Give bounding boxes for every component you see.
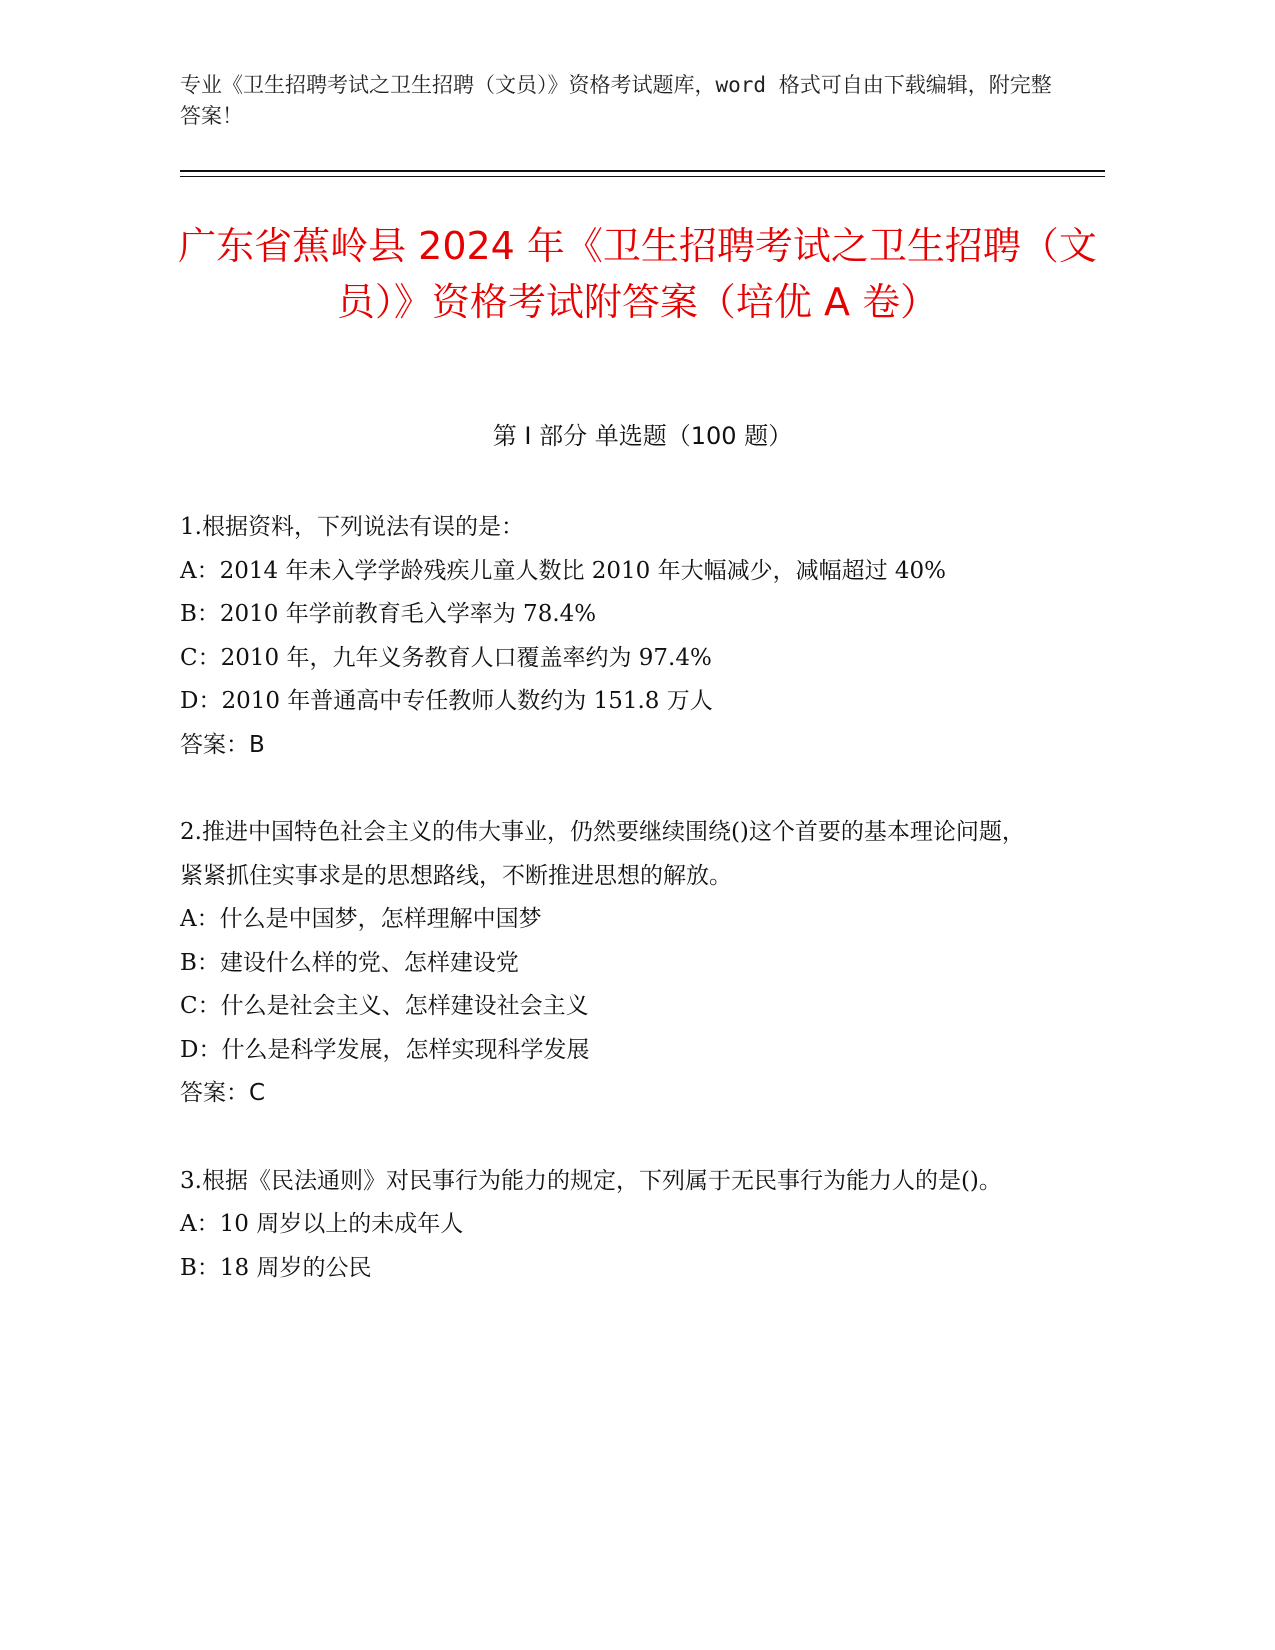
document-title: 广东省蕉岭县 2024 年《卫生招聘考试之卫生招聘（文员）》资格考试附答案（培优 A 卷）	[178, 224, 1097, 324]
section-title: 第 I 部分 单选题（100 题）	[492, 422, 793, 450]
question-2	[180, 811, 1025, 1116]
option-b: B：建设什么样的党、怎样建设党	[180, 949, 519, 976]
option-c: C：2010 年，九年义务教育人口覆盖率约为 97.4%	[180, 644, 712, 671]
option-d: D：2010 年普通高中专任教师人数约为 151.8 万人	[180, 688, 713, 714]
header-divider-thick	[180, 170, 1105, 172]
question-stem: 3.根据《民法通则》对民事行为能力的规定，下列属于无民事行为能力人的是()。	[180, 1167, 1002, 1194]
question-list	[180, 506, 1025, 1334]
option-b: B：2010 年学前教育毛入学率为 78.4%	[180, 601, 597, 627]
question-stem: 1.根据资料，下列说法有误的是：	[180, 514, 524, 540]
answer-line: 答案：C	[180, 1080, 266, 1106]
question-1	[180, 506, 1025, 767]
option-b: B：18 周岁的公民	[180, 1254, 372, 1281]
header-note: 专业《卫生招聘考试之卫生招聘（文员）》资格考试题库，word 格式可自由下载编辑，附完整答案！	[180, 73, 1052, 128]
option-a: A：什么是中国梦，怎样理解中国梦	[180, 906, 542, 932]
option-c: C：什么是社会主义、怎样建设社会主义	[180, 993, 589, 1019]
question-stem: 2.推进中国特色社会主义的伟大事业，仍然要继续围绕()这个首要的基本理论问题，紧紧抓住实事求是的思想路线，不断推进思想的解放。	[180, 819, 1025, 889]
option-d: D：什么是科学发展，怎样实现科学发展	[180, 1036, 590, 1063]
option-a: A：10 周岁以上的未成年人	[180, 1211, 464, 1237]
option-a: A：2014 年未入学学龄残疾儿童人数比 2010 年大幅减少，减幅超过 40%	[180, 557, 947, 584]
answer-line: 答案：B	[180, 731, 265, 758]
question-3	[180, 1160, 1025, 1291]
header-divider-thin	[180, 176, 1105, 177]
